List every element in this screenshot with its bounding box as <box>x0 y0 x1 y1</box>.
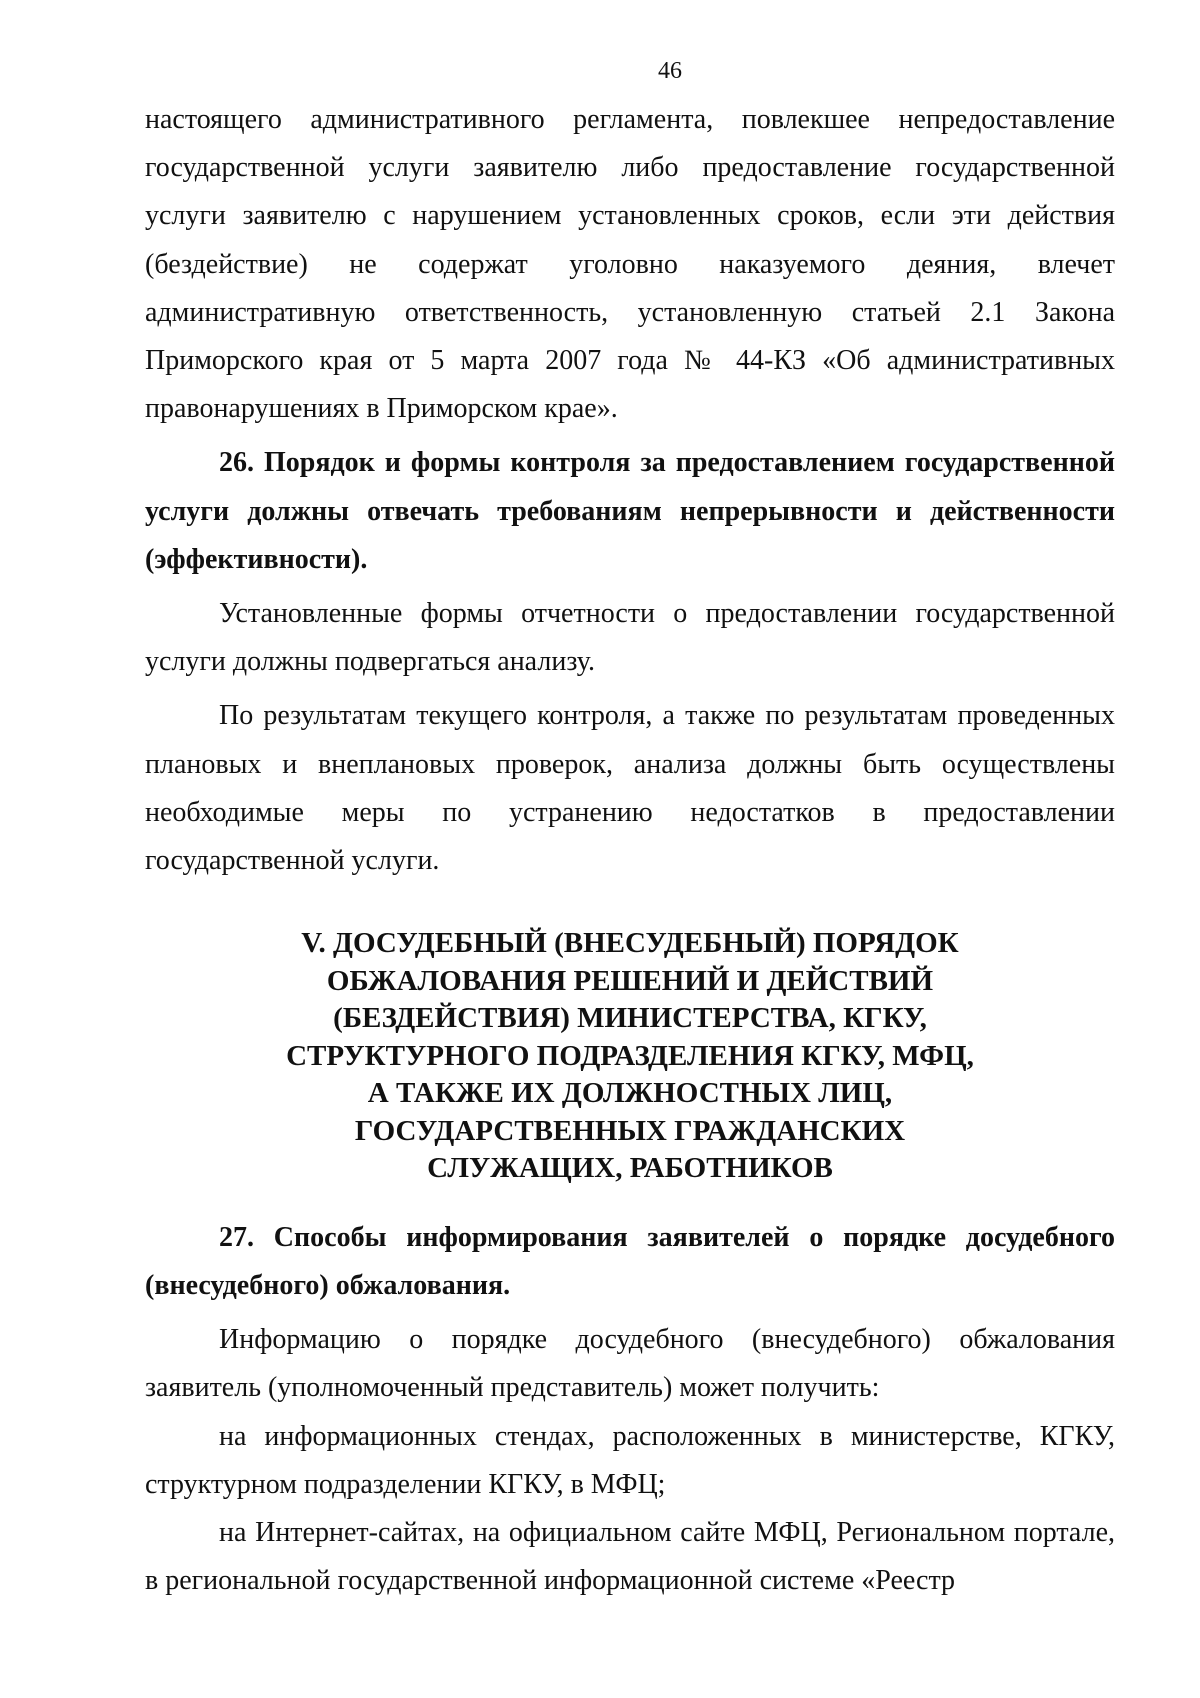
chapter-heading-line: А ТАКЖЕ ИХ ДОЛЖНОСТНЫХ ЛИЦ, <box>367 1077 893 1110</box>
paragraph-control-results: По результатам текущего контроля, а также по результатам проведенных плановых и внеплановых проверок, анализа должны быть осуществлены необходимые меры по устранению недостатков в предоставлении государственной услуги. <box>145 700 1115 877</box>
paragraph-information-sources: Информацию о порядке досудебного (внесудебного) обжалования заявитель (уполномоченный представитель) может получить: <box>145 1324 1115 1404</box>
paragraph-reporting-forms: Установленные формы отчетности о предоставлении государственной услуги должны подвергаться анализу. <box>145 598 1115 678</box>
page-body <box>145 96 1115 1605</box>
paragraph-info-stands: на информационных стендах, расположенных в министерстве, КГКУ, структурном подразделении КГКУ, в МФЦ; <box>145 1420 1115 1500</box>
chapter-heading-line: V. ДОСУДЕБНЫЙ (ВНЕСУДЕБНЫЙ) ПОРЯДОК <box>301 927 959 960</box>
page-number: 46 <box>658 58 682 84</box>
chapter-heading-line: СТРУКТУРНОГО ПОДРАЗДЕЛЕНИЯ КГКУ, МФЦ, <box>286 1039 974 1072</box>
paragraph-internet-sites: на Интернет-сайтах, на официальном сайте МФЦ, Региональном портале, в региональной государственной информационной системе «Реестр <box>145 1516 1115 1597</box>
chapter-heading-line: ГОСУДАРСТВЕННЫХ ГРАЖДАНСКИХ <box>354 1114 906 1147</box>
section-27-title: 27. Способы информирования заявителей о порядке досудебного (внесудебного) обжалования. <box>145 1221 1115 1301</box>
paragraph-continuation: настоящего административного регламента, повлекшее непредоставление государственной услуги заявителю либо предоставление государственной услуги заявителю с нарушением установленных сроков, если эти действия (бездействие) не содержат уголовно наказуемого деяния, влечет административную ответственность, установленную статьей 2.1 Закона Приморского края от 5 марта 2007 года № 44-КЗ «Об административных правонарушениях в Приморском крае». <box>145 104 1115 425</box>
chapter-v-heading <box>145 925 1115 1188</box>
chapter-heading-line: СЛУЖАЩИХ, РАБОТНИКОВ <box>427 1152 833 1185</box>
section-26-title: 26. Порядок и формы контроля за предоставлением государственной услуги должны отвечать требованиям непрерывности и действенности (эффективности). <box>145 447 1115 575</box>
chapter-heading-line: (БЕЗДЕЙСТВИЯ) МИНИСТЕРСТВА, КГКУ, <box>333 1002 927 1035</box>
chapter-heading-line: ОБЖАЛОВАНИЯ РЕШЕНИЙ И ДЕЙСТВИЙ <box>326 964 934 997</box>
